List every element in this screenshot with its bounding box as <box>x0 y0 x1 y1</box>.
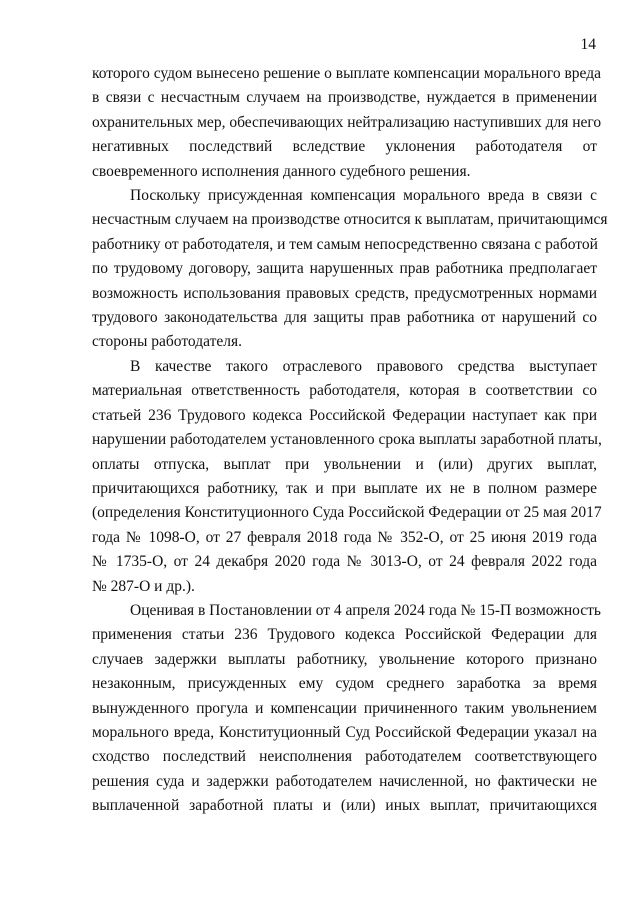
paragraph-line: своевременного исполнения данного судебного решения. <box>92 162 471 180</box>
paragraph-line: материальная ответственность работодателя, которая в соответствии со <box>92 382 597 400</box>
paragraph-line: (определения Конституционного Суда Российской Федерации от 25 мая 2017 <box>92 504 602 522</box>
paragraph-line: выплаченной заработной платы и (или) иных выплат, причитающихся <box>92 797 597 815</box>
paragraph-line: нарушении работодателем установленного срока выплаты заработной платы, <box>92 431 602 449</box>
paragraph-line: незаконным, присужденных ему судом среднего заработка за время <box>92 675 597 693</box>
paragraph-3 <box>92 355 602 599</box>
paragraph-line: № 287-О и др.). <box>92 577 195 595</box>
paragraph-1 <box>92 62 602 184</box>
paragraph-line: случаев задержки выплаты работнику, увольнение которого признано <box>92 650 597 668</box>
paragraph-line: причитающихся работнику, так и при выплате их не в полном размере <box>92 479 597 497</box>
paragraph-line: стороны работодателя. <box>92 333 242 351</box>
paragraph-line: статьей 236 Трудового кодекса Российской Федерации наступает как при <box>92 406 597 424</box>
paragraph-line: в связи с несчастным случаем на производстве, нуждается в применении <box>92 89 597 107</box>
paragraph-line: охранительных мер, обеспечивающих нейтрализацию наступивших для него <box>92 113 602 131</box>
paragraph-line: работнику от работодателя, и тем самым непосредственно связана с работой <box>92 235 598 253</box>
paragraph-line: несчастным случаем на производстве относится к выплатам, причитающимся <box>92 211 608 229</box>
paragraph-line: сходство последствий неисполнения работодателем соответствующего <box>92 748 597 766</box>
document-body <box>92 62 608 819</box>
paragraph-4 <box>92 599 601 819</box>
paragraph-line: которого судом вынесено решение о выплате компенсации морального вреда <box>92 65 601 82</box>
paragraph-line: решения суда и задержки работодателем начисленной, но фактически не <box>92 772 597 790</box>
paragraph-line: года № 1098-О, от 27 февраля 2018 года № 352-О, от 25 июня 2019 года <box>92 528 597 546</box>
paragraph-line: вынужденного прогула и компенсации причиненного таким увольнением <box>92 699 597 717</box>
paragraph-line: № 1735-О, от 24 декабря 2020 года № 3013-О, от 24 февраля 2022 года <box>92 553 597 571</box>
paragraph-line: негативных последствий вследствие уклонения работодателя от <box>92 138 597 156</box>
paragraph-line: Оценивая в Постановлении от 4 апреля 2024 года № 15-П возможность <box>130 601 601 619</box>
paragraph-line: по трудовому договору, защита нарушенных прав работника предполагает <box>92 260 597 278</box>
paragraph-line: морального вреда, Конституционный Суд Российской Федерации указал на <box>92 723 597 741</box>
paragraph-line: возможность использования правовых средств, предусмотренных нормами <box>92 284 597 302</box>
paragraph-line: оплаты отпуска, выплат при увольнении и (или) других выплат, <box>92 455 597 473</box>
paragraph-line: Поскольку присужденная компенсация морального вреда в связи с <box>130 187 597 205</box>
paragraph-line: трудового законодательства для защиты прав работника от нарушений со <box>92 309 597 327</box>
paragraph-2 <box>92 184 608 355</box>
page-number: 14 <box>580 36 596 53</box>
paragraph-line: применения статьи 236 Трудового кодекса Российской Федерации для <box>92 626 597 644</box>
paragraph-line: В качестве такого отраслевого правового средства выступает <box>130 357 597 375</box>
